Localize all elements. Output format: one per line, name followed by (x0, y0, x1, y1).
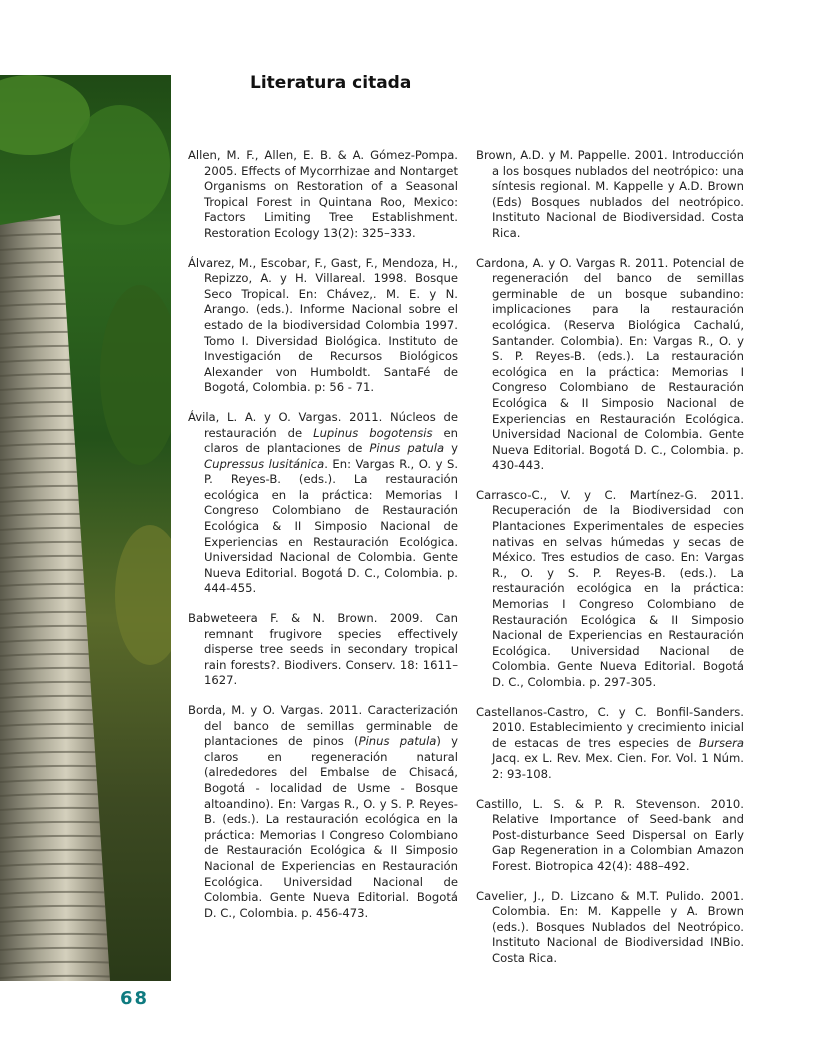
reference-entry: Borda, M. y O. Vargas. 2011. Caracterización del banco de semillas germinable de plantaciones de pinos (Pinus patula) y claros en regeneración natural (alrededores del Embalse de Chisacá, Bogotá - localidad de Usme - Bosque altoandino). En: Vargas R., O. y S. P. Reyes-B. (eds.). La restauración ecológica en la práctica: Memorias I Congreso Colombiano de Restauración Ecológica & II Simposio Nacional de Experiencias en Restauración Ecológica. Universidad Nacional de Colombia. Gente Nueva Editorial. Bogotá D. C., Colombia. p. 456-473. (188, 703, 459, 920)
reference-entry: Álvarez, M., Escobar, F., Gast, F., Mendoza, H., Repizzo, A. y H. Villareal. 1998. Bosque Seco Tropical. En: Chávez,. M. E. y N. Arango. (eds.). Informe Nacional sobre el estado de la biodiversidad Colombia 1997. Tomo I. Diversidad Biológica. Instituto de Investigación de Recursos Biológicos Alexander von Humboldt. SantaFé de Bogotá, Colombia. p: 56 - 71. (188, 255, 458, 395)
reference-entry: Ávila, L. A. y O. Vargas. 2011. Núcleos de restauración de Lupinus bogotensis en claros de plantaciones de Pinus patula y Cupressus lusitánica. En: Vargas R., O. y S. P. Reyes-B. (eds.). La restauración ecológica en la práctica: Memorias I Congreso Colombiano de Restauración Ecológica & II Simposio Nacional de Experiencias en Restauración Ecológica. Universidad Nacional de Colombia. Gente Nueva Editorial. Bogotá D. C., Colombia. p. 444-455. (188, 409, 458, 596)
reference-entry: Castillo, L. S. & P. R. Stevenson. 2010. Relative Importance of Seed-bank and Post-disturbance Seed Dispersal on Early Gap Regeneration in a Colombian Amazon Forest. Biotropica 42(4): 488–492. (476, 796, 744, 873)
forest-palm-photo (0, 75, 171, 981)
references-column-left (188, 148, 458, 935)
reference-entry: Brown, A.D. y M. Pappelle. 2001. Introducción a los bosques nublados del neotrópico: una síntesis regional. M. Kappelle y A.D. Brown (Eds) Bosques nublados del neotrópico. Instituto Nacional de Biodiversidad. Costa Rica. (476, 148, 745, 240)
reference-entry: Babweteera F. & N. Brown. 2009. Can remnant frugivore species effectively disperse tree seeds in secondary tropical rain forests?. Biodivers. Conserv. 18: 1611–1627. (188, 611, 458, 688)
reference-entry: Castellanos-Castro, C. y C. Bonfil-Sanders. 2010. Establecimiento y crecimiento inicial de estacas de tres especies de Bursera Jacq. ex L. Rev. Mex. Cien. For. Vol. 1 Núm. 2: 93-108. (476, 704, 744, 781)
reference-entry: Allen, M. F., Allen, E. B. & A. Gómez-Pompa. 2005. Effects of Mycorrhizae and Nontarget Organisms on Restoration of a Seasonal Tropical Forest in Quintana Roo, Mexico: Factors Limiting Tree Establishment. Restoration Ecology 13(2): 325–333. (188, 148, 458, 240)
section-title: Literatura citada (250, 73, 412, 93)
reference-entry: Carrasco-C., V. y C. Martínez-G. 2011. Recuperación de la Biodiversidad con Plantaciones Experimentales de especies nativas en selvas húmedas y secas de México. Tres estudios de caso. En: Vargas R., O. y S. P. Reyes-B. (eds.). La restauración ecológica en la práctica: Memorias I Congreso Colombiano de Restauración Ecológica & II Simposio Nacional de Experiencias en Restauración Ecológica. Universidad Nacional de Colombia. Gente Nueva Editorial. Bogotá D. C., Colombia. p. 297-305. (476, 487, 744, 689)
references-column-right (476, 148, 744, 981)
reference-entry: Cavelier, J., D. Lizcano & M.T. Pulido. 2001. Colombia. En: M. Kappelle y A. Brown (eds.). Bosques Nublados del Neotrópico. Instituto Nacional de Biodiversidad INBio. Costa Rica. (476, 888, 744, 965)
palm-trunk-illustration (0, 75, 171, 981)
page-number: 68 (120, 988, 150, 1009)
reference-entry: Cardona, A. y O. Vargas R. 2011. Potencial de regeneración del banco de semillas germinable de un bosque subandino: implicaciones para la restauración ecológica. (Reserva Biológica Cachalú, Santander. Colombia). En: Vargas R., O. y S. P. Reyes-B. (eds.). La restauración ecológica en la práctica: Memorias I Congreso Colombiano de Restauración Ecológica & II Simposio Nacional de Experiencias en Restauración Ecológica. Universidad Nacional de Colombia. Gente Nueva Editorial. Bogotá D. C., Colombia. p. 430-443. (476, 255, 744, 473)
